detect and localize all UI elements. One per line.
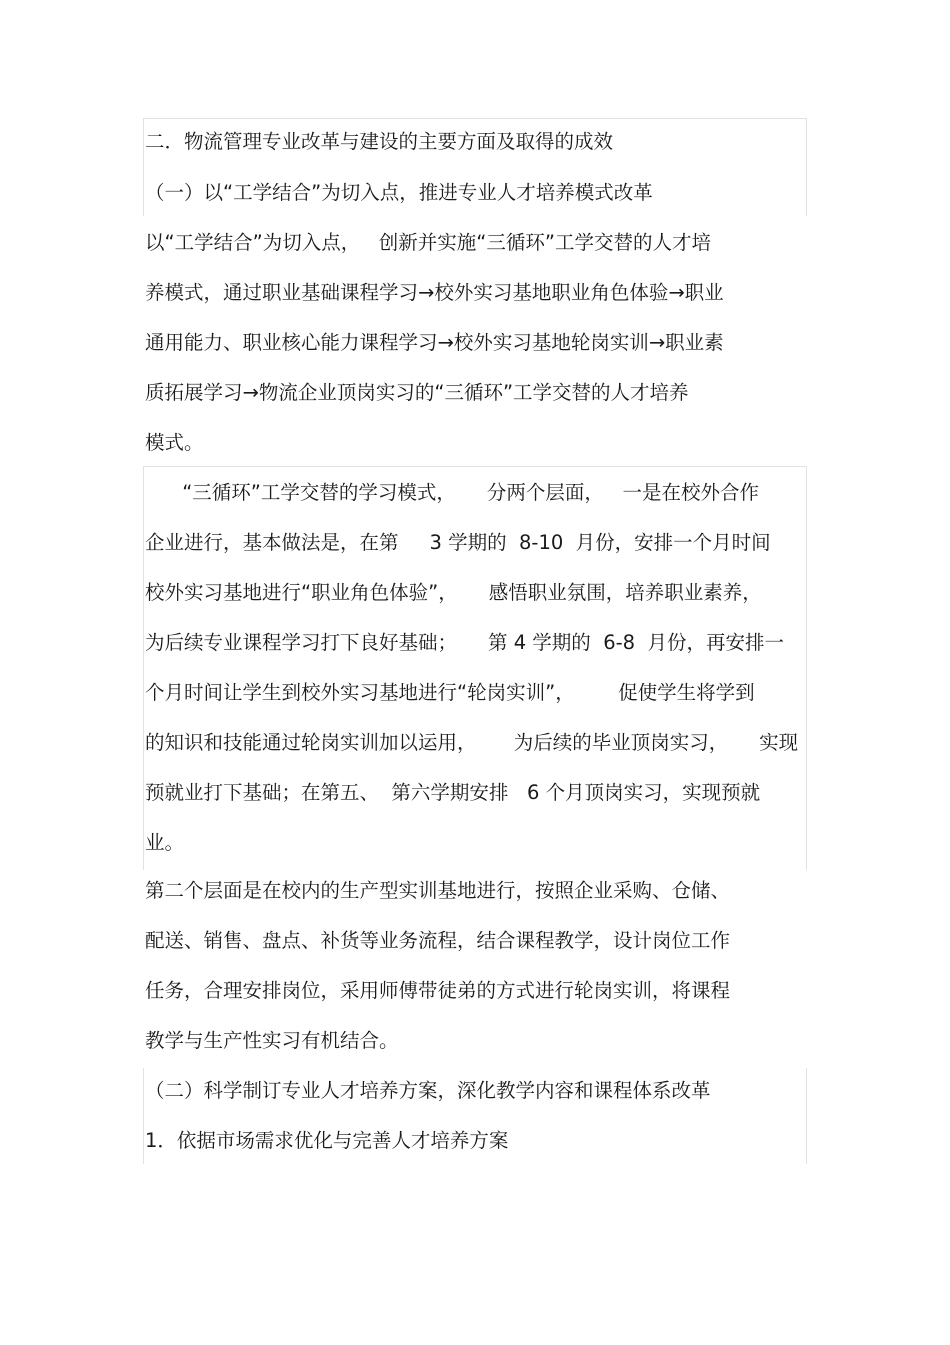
paragraph-2-line: 个月时间让学生到校外实习基地进行“轮岗实训”， 促使学生将学到 [145,681,755,704]
paragraph-1-line: 以“工学结合”为切入点， 创新并实施“三循环”工学交替的人才培 [145,231,712,254]
paragraph-3-line: 任务，合理安排岗位，采用师傅带徒弟的方式进行轮岗实训，将课程 [145,979,731,1002]
paragraph-3-line: 教学与生产性实习有机结合。 [145,1029,399,1052]
paragraph-2-line: “三循环”工学交替的学习模式， 分两个层面， 一是在校外合作 [145,481,759,504]
paragraph-1-line: 养模式，通过职业基础课程学习→校外实习基地职业角色体验→职业 [145,281,724,304]
paragraph-1-line: 模式。 [145,431,204,454]
paragraph-2-line: 为后续专业课程学习打下良好基础； 第 4 学期的 6-8 月份，再安排一 [145,631,784,654]
section-heading: 二．物流管理专业改革与建设的主要方面及取得的成效 [145,130,614,153]
subsection-heading-1: （一）以“工学结合”为切入点，推进专业人才培养模式改革 [145,181,653,204]
frame-left-rule-top [143,118,144,216]
paragraph-2-line: 校外实习基地进行“职业角色体验”， 感悟职业氛围，培养职业素养， [145,581,762,604]
frame-left-rule-mid [143,466,144,870]
frame-right-rule-bottom [806,1068,807,1164]
paragraph-2-line: 业。 [145,831,185,854]
frame-top-rule [143,118,807,119]
paragraph-2-line: 预就业打下基础；在第五、 第六学期安排 6 个月顶岗实习，实现预就 [145,781,761,804]
frame-mid-rule [143,466,807,467]
item-heading-1: 1．依据市场需求优化与完善人才培养方案 [145,1129,509,1152]
paragraph-3-line: 第二个层面是在校内的生产型实训基地进行，按照企业采购、仓储、 [145,879,731,902]
frame-left-rule-bottom [143,1068,144,1164]
paragraph-2-line: 企业进行，基本做法是，在第 3 学期的 8-10 月份，安排一个月时间 [145,531,771,554]
paragraph-1-line: 质拓展学习→物流企业顶岗实习的“三循环”工学交替的人才培养 [145,381,689,404]
paragraph-3-line: 配送、销售、盘点、补货等业务流程，结合课程教学，设计岗位工作 [145,929,731,952]
subsection-heading-2: （二）科学制订专业人才培养方案，深化教学内容和课程体系改革 [145,1079,711,1102]
frame-right-rule-top [806,118,807,216]
paragraph-1-line: 通用能力、职业核心能力课程学习→校外实习基地轮岗实训→职业素 [145,331,724,354]
frame-right-rule-mid [806,466,807,870]
paragraph-2-line: 的知识和技能通过轮岗实训加以运用， 为后续的毕业顶岗实习， 实现 [145,731,799,754]
